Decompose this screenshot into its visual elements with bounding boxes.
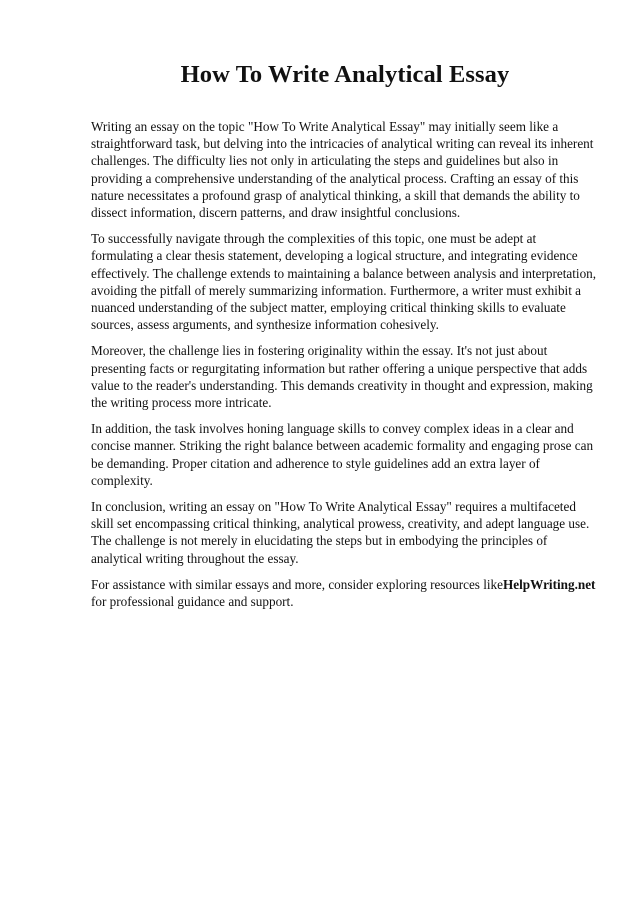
closing-text-before-link: For assistance with similar essays and more, consider exploring resources like bbox=[91, 576, 504, 592]
closing-text-after-link: for professional guidance and support. bbox=[91, 594, 294, 610]
document-body bbox=[91, 118, 599, 619]
helpwriting-link[interactable]: HelpWriting.net bbox=[503, 576, 596, 592]
paragraph-1: Writing an essay on the topic "How To Write Analytical Essay" may initially seem like a straightforward task, but delving into the intricacies of analytical writing can reveal its inherent challenges. The difficulty lies not only in articulating the steps and guidelines but also in providing a comprehensive understanding of the analytical process. Crafting an essay of this nature necessitates a profound grasp of analytical thinking, a skill that demands the ability to dissect information, discern patterns, and draw insightful conclusions. bbox=[91, 119, 594, 221]
paragraph-2: To successfully navigate through the complexities of this topic, one must be adept at formulating a clear thesis statement, developing a logical structure, and integrating evidence effectively. The challenge extends to maintaining a balance between analysis and interpretation, avoiding the pitfall of merely summarizing information. Furthermore, a writer must exhibit a nuanced understanding of the subject matter, employing critical thinking skills to evaluate sources, assess arguments, and synthesize information cohesively. bbox=[91, 231, 597, 333]
paragraph-3: Moreover, the challenge lies in fostering originality within the essay. It's not just about presenting facts or regurgitating information but rather offering a unique perspective that adds value to the reader's understanding. This demands creativity in thought and expression, making the writing process more intricate. bbox=[91, 343, 593, 411]
document-title: How To Write Analytical Essay bbox=[180, 61, 510, 88]
paragraph-4: In addition, the task involves honing language skills to convey complex ideas in a clear and concise manner. Striking the right balance between academic formality and engaging prose can be demanding. Proper citation and adherence to style guidelines add an extra layer of complexity. bbox=[91, 421, 594, 488]
closing-paragraph bbox=[91, 576, 599, 610]
paragraph-5: In conclusion, writing an essay on "How To Write Analytical Essay" requires a multifaceted skill set encompassing critical thinking, analytical prowess, creativity, and adept language use. The challenge is not merely in elucidating the steps but in embodying the principles of analytical writing throughout the essay. bbox=[91, 499, 590, 566]
